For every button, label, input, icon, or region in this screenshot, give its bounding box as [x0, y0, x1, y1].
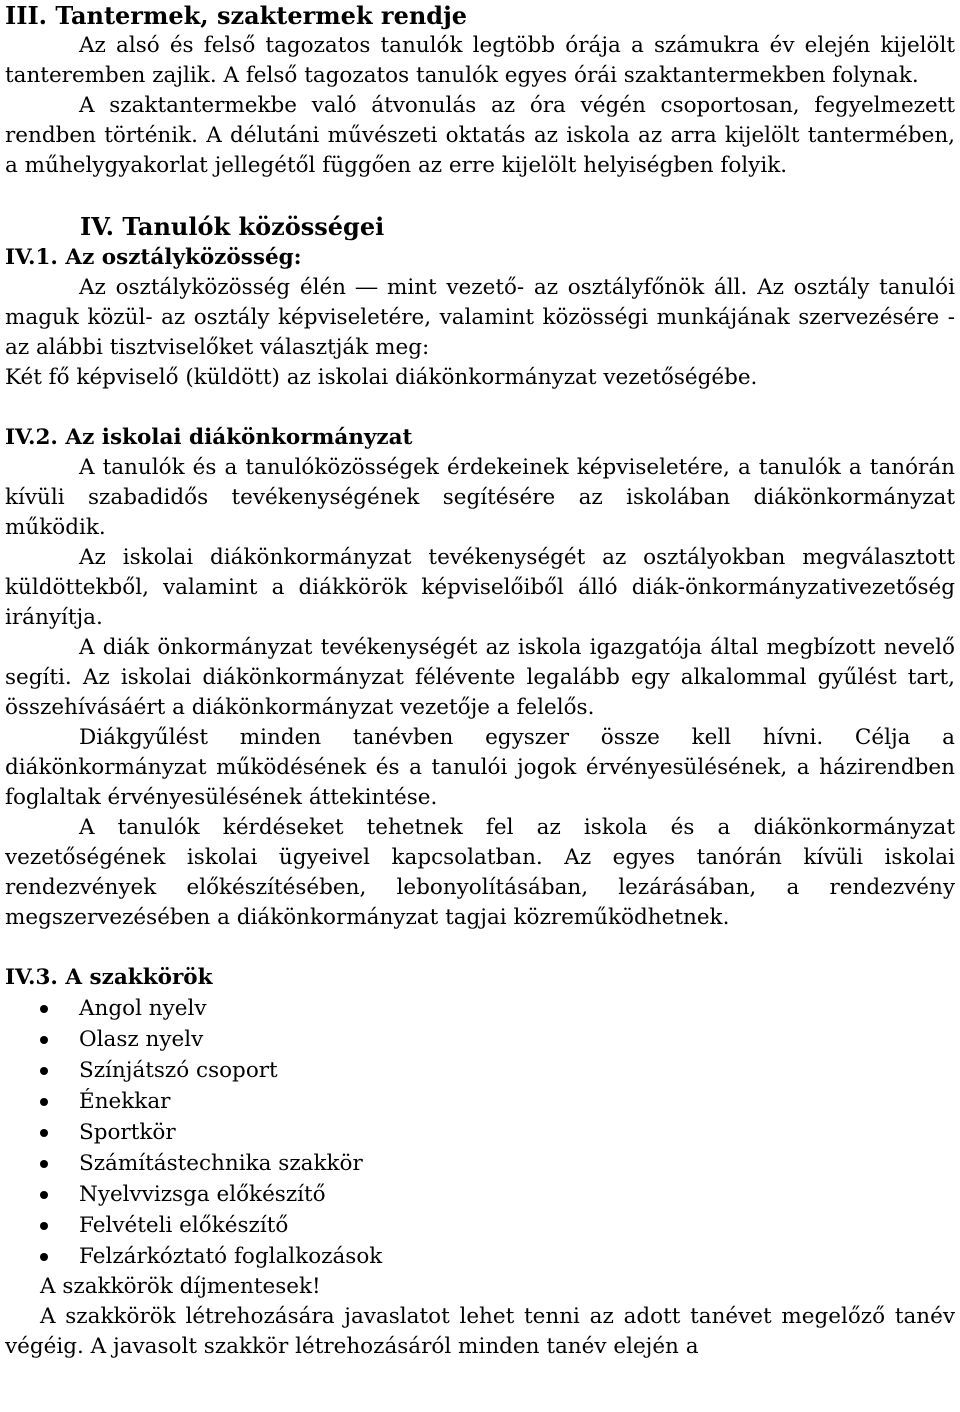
list-item — [5, 1086, 955, 1117]
list-item — [5, 1210, 955, 1241]
list-item-label: Felzárkóztató foglalkozások — [79, 1244, 383, 1269]
subsection-4-3-heading: IV.3. A szakkörök — [5, 965, 213, 990]
list-item — [5, 993, 955, 1024]
bullet-icon — [40, 1005, 48, 1013]
subsection-4-1-paragraph-1: Az osztályközösség élén ― mint vezető- az osztályfőnök áll. Az osztály tanulói maguk közül- az osztály képviseletére, valamint közösségi munkájának szervezésére - az alábbi tisztviselőket választják meg: — [5, 275, 955, 360]
list-item — [5, 1117, 955, 1148]
list-item-label: Angol nyelv — [79, 996, 207, 1021]
list-item-label: Nyelvvizsga előkészítő — [79, 1182, 326, 1207]
list-item-label: Énekkar — [79, 1089, 171, 1114]
list-item — [5, 1179, 955, 1210]
section-4-title: IV. Tanulók közösségei — [80, 212, 385, 241]
list-item — [5, 1148, 955, 1179]
subsection-4-2-paragraph-5: A tanulók kérdéseket tehetnek fel az iskola és a diákönkormányzat vezetőségének iskolai ügyeivel kapcsolatban. Az egyes tanórán kívüli iskolai rendezvények előkészítésében, lebonyolításában, lezárásában, a rendezvény megszervezésében a diákönkormányzat tagjai közreműködhetnek. — [5, 815, 955, 930]
list-item-label: Számítástechnika szakkör — [79, 1151, 363, 1176]
bullet-icon — [40, 1253, 48, 1261]
club-list — [5, 993, 955, 1272]
subsection-4-2-paragraph-2: Az iskolai diákönkormányzat tevékenységét az osztályokban megválasztott küldöttekből, valamint a diákkörök képviselőiből álló diák-önkormányzativezetőség irányítja. — [5, 545, 955, 630]
subsection-4-2-heading: IV.2. Az iskolai diákönkormányzat — [5, 425, 413, 450]
bullet-icon — [40, 1222, 48, 1230]
subsection-4-1-heading: IV.1. Az osztályközösség: — [5, 245, 302, 270]
clubs-free-note: A szakkörök díjmentesek! — [40, 1274, 321, 1299]
bullet-icon — [40, 1067, 48, 1075]
subsection-4-3-paragraph: A szakkörök létrehozására javaslatot lehet tenni az adott tanévet megelőző tanév végéig. A javasolt szakkör létrehozásáról minden tanév elején a — [5, 1304, 955, 1359]
section-3-paragraph-1: Az alsó és felső tagozatos tanulók legtöbb órája a számukra év elején kijelölt tanteremben zajlik. A felső tagozatos tanulók egyes órái szaktantermekben folynak. — [5, 33, 955, 88]
spacer — [5, 933, 955, 963]
list-item — [5, 1241, 955, 1272]
subsection-4-2-paragraph-3: A diák önkormányzat tevékenységét az iskola igazgatója által megbízott nevelő segíti. Az iskolai diákönkormányzat félévente legalább egy alkalommal gyűlést tart, összehívásáért a diákönkormányzat vezetője a felelős. — [5, 635, 955, 720]
list-item-label: Színjátszó csoport — [79, 1058, 278, 1083]
document-page — [5, 0, 955, 1362]
list-item-label: Olasz nyelv — [79, 1027, 204, 1052]
list-item — [5, 1055, 955, 1086]
list-item-label: Felvételi előkészítő — [79, 1213, 289, 1238]
section-3-paragraph-2: A szaktantermekbe való átvonulás az óra végén csoportosan, fegyelmezett rendben történik. A délutáni művészeti oktatás az iskola az arra kijelölt tantermében, a műhelygyakorlat jellegétől függően az erre kijelölt helyiségben folyik. — [5, 93, 955, 178]
list-item — [5, 1024, 955, 1055]
subsection-4-1-paragraph-2: Két fő képviselő (küldött) az iskolai diákönkormányzat vezetőségébe. — [5, 365, 758, 390]
bullet-icon — [40, 1129, 48, 1137]
bullet-icon — [40, 1160, 48, 1168]
bullet-icon — [40, 1191, 48, 1199]
list-item-label: Sportkör — [79, 1120, 176, 1145]
section-3-title: III. Tantermek, szaktermek rendje — [5, 1, 468, 30]
spacer — [5, 181, 955, 211]
subsection-4-2-paragraph-1: A tanulók és a tanulóközösségek érdekeinek képviseletére, a tanulók a tanórán kívüli szabadidős tevékenységének segítésére az iskolában diákönkormányzat működik. — [5, 455, 955, 540]
bullet-icon — [40, 1036, 48, 1044]
spacer — [5, 393, 955, 423]
bullet-icon — [40, 1098, 48, 1106]
subsection-4-2-paragraph-4: Diákgyűlést minden tanévben egyszer össze kell hívni. Célja a diákönkormányzat működésének és a tanulói jogok érvényesülésének, a házirendben foglaltak érvényesülésének áttekintése. — [5, 725, 955, 810]
